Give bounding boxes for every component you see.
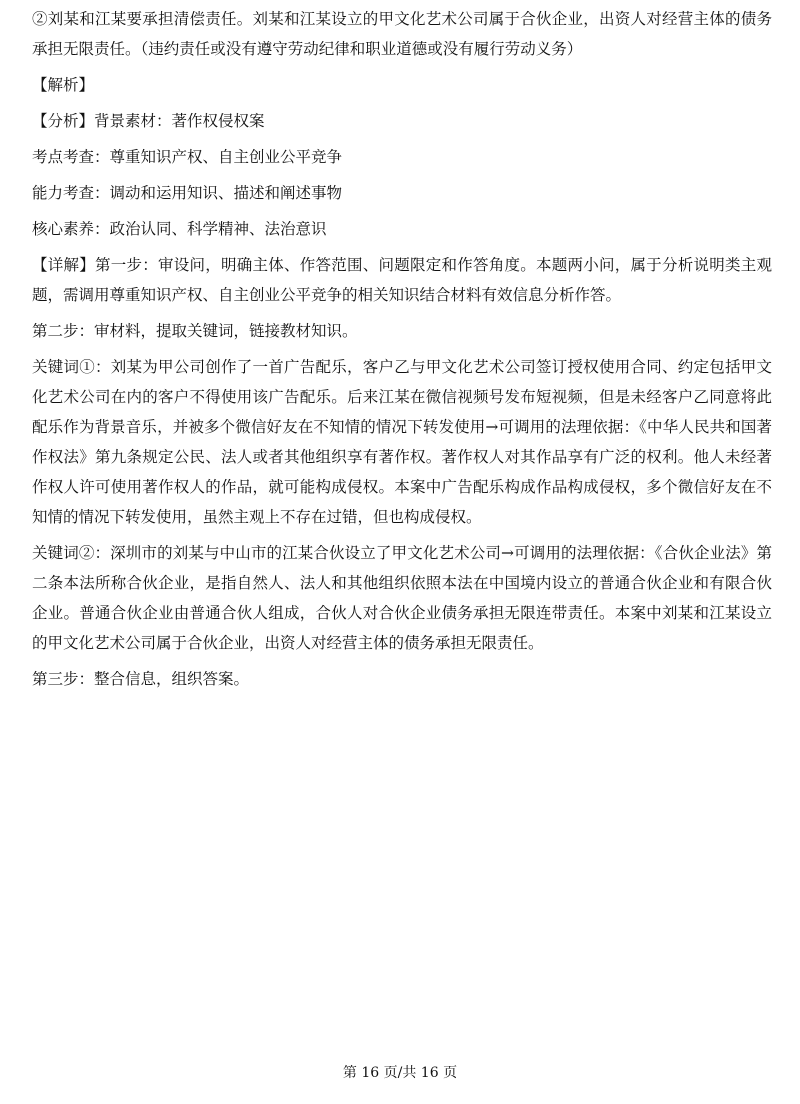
analysis-heading: 【解析】 <box>32 76 95 94</box>
core-literacy: 核心素养：政治认同、科学精神、法治意识 <box>32 220 327 238</box>
detail-step-one: 【详解】第一步：审设问，明确主体、作答范围、问题限定和作答角度。本题两小问，属于分析说明类主观题，需调用尊重知识产权、自主创业公平竞争的相关知识结合材料有效信息分析作答。 <box>32 256 772 304</box>
document-body <box>32 4 772 700</box>
detail-step-two: 第二步：审材料，提取关键词，链接教材知识。 <box>32 322 358 340</box>
ability-check: 能力考查：调动和运用知识、描述和阐述事物 <box>32 184 343 202</box>
detail-step-three: 第三步：整合信息，组织答案。 <box>32 670 250 688</box>
exam-points: 考点考查：尊重知识产权、自主创业公平竞争 <box>32 148 343 166</box>
analysis-background: 【分析】背景素材：著作权侵权案 <box>32 112 265 130</box>
keyword-one-paragraph: 关键词①：刘某为甲公司创作了一首广告配乐，客户乙与甲文化艺术公司签订授权使用合同、约定包括甲文化艺术公司在内的客户不得使用该广告配乐。后来江某在微信视频号发布短视频，但是未经客户乙同意将此配乐作为背景音乐，并被多个微信好友在不知情的情况下转发使用→可调用的法理依据：《中华人民共和国著作权法》第九条规定公民、法人或者其他组织享有著作权。著作权人对其作品享有广泛的权利。他人未经著作权人许可使用著作权人的作品，就可能构成侵权。本案中广告配乐构成作品构成侵权，多个微信好友在不知情的情况下转发使用，虽然主观上不存在过错，但也构成侵权。 <box>32 358 772 526</box>
page-footer: 第 16 页/共 16 页 <box>342 1065 458 1081</box>
keyword-two-paragraph: 关键词②：深圳市的刘某与中山市的江某合伙设立了甲文化艺术公司→可调用的法理依据：《合伙企业法》第二条本法所称合伙企业，是指自然人、法人和其他组织依照本法在中国境内设立的普通合伙企业和有限合伙企业。普通合伙企业由普通合伙人组成，合伙人对合伙企业债务承担无限连带责任。本案中刘某和江某设立的甲文化艺术公司属于合伙企业，出资人对经营主体的债务承担无限责任。 <box>32 544 772 652</box>
answer-paragraph: ②刘某和江某要承担清偿责任。刘某和江某设立的甲文化艺术公司属于合伙企业，出资人对经营主体的债务承担无限责任。（违约责任或没有遵守劳动纪律和职业道德或没有履行劳动义务） <box>32 10 772 58</box>
